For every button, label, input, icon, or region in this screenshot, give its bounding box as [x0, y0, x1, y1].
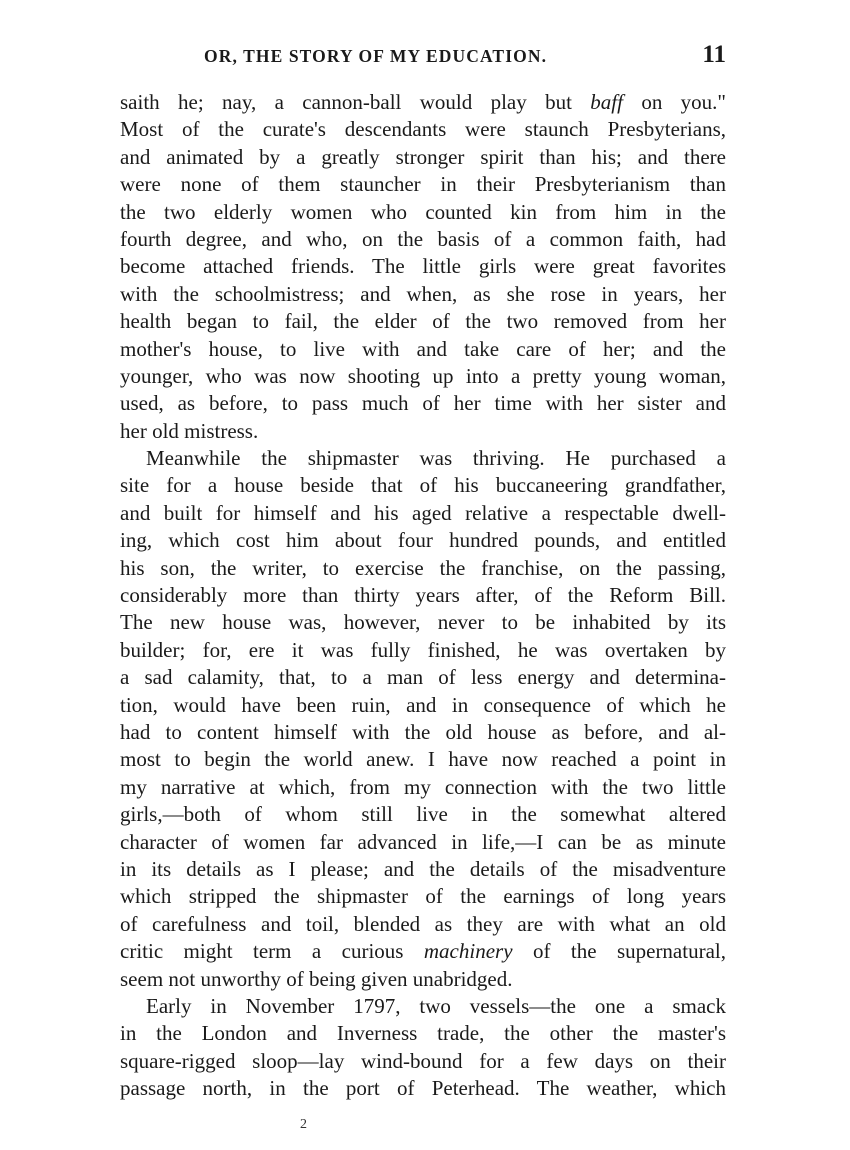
text-line: [120, 527, 726, 554]
text-line: [120, 609, 726, 636]
italic-word: baff: [590, 90, 623, 114]
text-line: [120, 911, 726, 938]
line-text: my narrative at which, from my connection with the two little: [120, 774, 726, 799]
text-line: [120, 253, 726, 280]
line-text: with the schoolmistress; and when, as she rose in years, her: [120, 281, 726, 306]
line-text: Most of the curate's descendants were staunch Presbyterians,: [120, 117, 726, 142]
line-text: tion, would have been ruin, and in consequence of which he: [120, 692, 726, 717]
text-line: [120, 993, 726, 1020]
text-line: [120, 199, 726, 226]
line-text: passage north, in the port of Peterhead. The weather, which: [120, 1076, 726, 1101]
text-line: [120, 938, 726, 965]
line-text: had to content himself with the old house as before, and al-: [120, 719, 726, 744]
line-text: Early in November 1797, two vessels—the one a smack: [146, 993, 726, 1018]
line-text: character of women far advanced in life,—I can be as minute: [120, 829, 726, 854]
line-text: become attached friends. The little girls were great favorites: [120, 254, 726, 279]
line-text: which stripped the shipmaster of the earnings of long years: [120, 884, 726, 909]
line-text: mother's house, to live with and take care of her; and the: [120, 336, 726, 361]
text-line: [120, 1048, 726, 1075]
line-text-continued: of the supernatural,: [512, 939, 726, 964]
line-text: square-rigged sloop—lay wind-bound for a few days on their: [120, 1048, 726, 1073]
text-line: [120, 637, 726, 664]
text-line: [120, 500, 726, 527]
text-line: [120, 1075, 726, 1102]
text-line: [120, 664, 726, 691]
line-text: her old mistress.: [120, 418, 259, 443]
body-text: [120, 89, 726, 1102]
text-line: [120, 390, 726, 417]
line-text: girls,—both of whom still live in the somewhat altered: [120, 802, 726, 827]
text-line: [120, 1020, 726, 1047]
line-text: in the London and Inverness trade, the other the master's: [120, 1021, 726, 1046]
line-text: builder; for, ere it was fully finished, he was overtaken by: [120, 637, 726, 662]
line-text: the two elderly women who counted kin from him in the: [120, 199, 726, 224]
text-line: [120, 829, 726, 856]
line-text: most to begin the world anew. I have now reached a point in: [120, 747, 726, 772]
text-line: [120, 308, 726, 335]
signature-mark: 2: [300, 1117, 307, 1132]
text-line: [120, 418, 726, 445]
text-line: [120, 171, 726, 198]
line-text: saith he; nay, a cannon-ball would play but: [120, 90, 591, 114]
line-text: fourth degree, and who, on the basis of a common faith, had: [120, 226, 726, 251]
line-text: of carefulness and toil, blended as they are with what an old: [120, 911, 726, 936]
text-line: [120, 144, 726, 171]
text-line: [120, 363, 726, 390]
line-text: a sad calamity, that, to a man of less energy and determina-: [120, 665, 726, 690]
line-text: his son, the writer, to exercise the franchise, on the passing,: [120, 555, 726, 580]
text-line: [120, 692, 726, 719]
text-line: [120, 966, 726, 993]
text-line: [120, 555, 726, 582]
text-line: [120, 226, 726, 253]
italic-word: machinery: [423, 939, 513, 964]
line-text: younger, who was now shooting up into a pretty young woman,: [120, 363, 726, 388]
line-text: used, as before, to pass much of her time with her sister and: [120, 391, 726, 416]
text-line: [120, 281, 726, 308]
line-text: and animated by a greatly stronger spirit than his; and there: [120, 144, 726, 169]
page-number: 11: [702, 41, 726, 68]
text-line: [120, 336, 726, 363]
line-text: site for a house beside that of his buccaneering grandfather,: [120, 473, 726, 498]
line-text: critic might term a curious: [120, 939, 424, 964]
text-line: [120, 774, 726, 801]
text-line: [120, 472, 726, 499]
text-line: [120, 582, 726, 609]
line-text: seem not unworthy of being given unabridged.: [120, 966, 513, 991]
text-line: [120, 746, 726, 773]
text-line: [120, 856, 726, 883]
line-text-continued: on you.": [622, 90, 726, 114]
text-line: [120, 883, 726, 910]
line-text: health began to fail, the elder of the two removed from her: [120, 309, 726, 334]
line-text: were none of them stauncher in their Presbyterianism than: [120, 172, 726, 197]
line-text: and built for himself and his aged relative a respectable dwell-: [120, 500, 726, 525]
text-line: [120, 445, 726, 472]
text-line: [120, 89, 726, 116]
running-head: OR, THE STORY OF MY EDUCATION.: [204, 46, 548, 66]
line-text: The new house was, however, never to be inhabited by its: [120, 610, 726, 635]
line-text: in its details as I please; and the details of the misadventure: [120, 856, 726, 881]
text-line: [120, 116, 726, 143]
line-text: considerably more than thirty years after, of the Reform Bill.: [120, 583, 726, 608]
line-text: ing, which cost him about four hundred pounds, and entitled: [120, 528, 726, 553]
line-text: Meanwhile the shipmaster was thriving. He purchased a: [146, 446, 726, 471]
page-header: [120, 40, 726, 74]
text-line: [120, 719, 726, 746]
text-line: [120, 801, 726, 828]
